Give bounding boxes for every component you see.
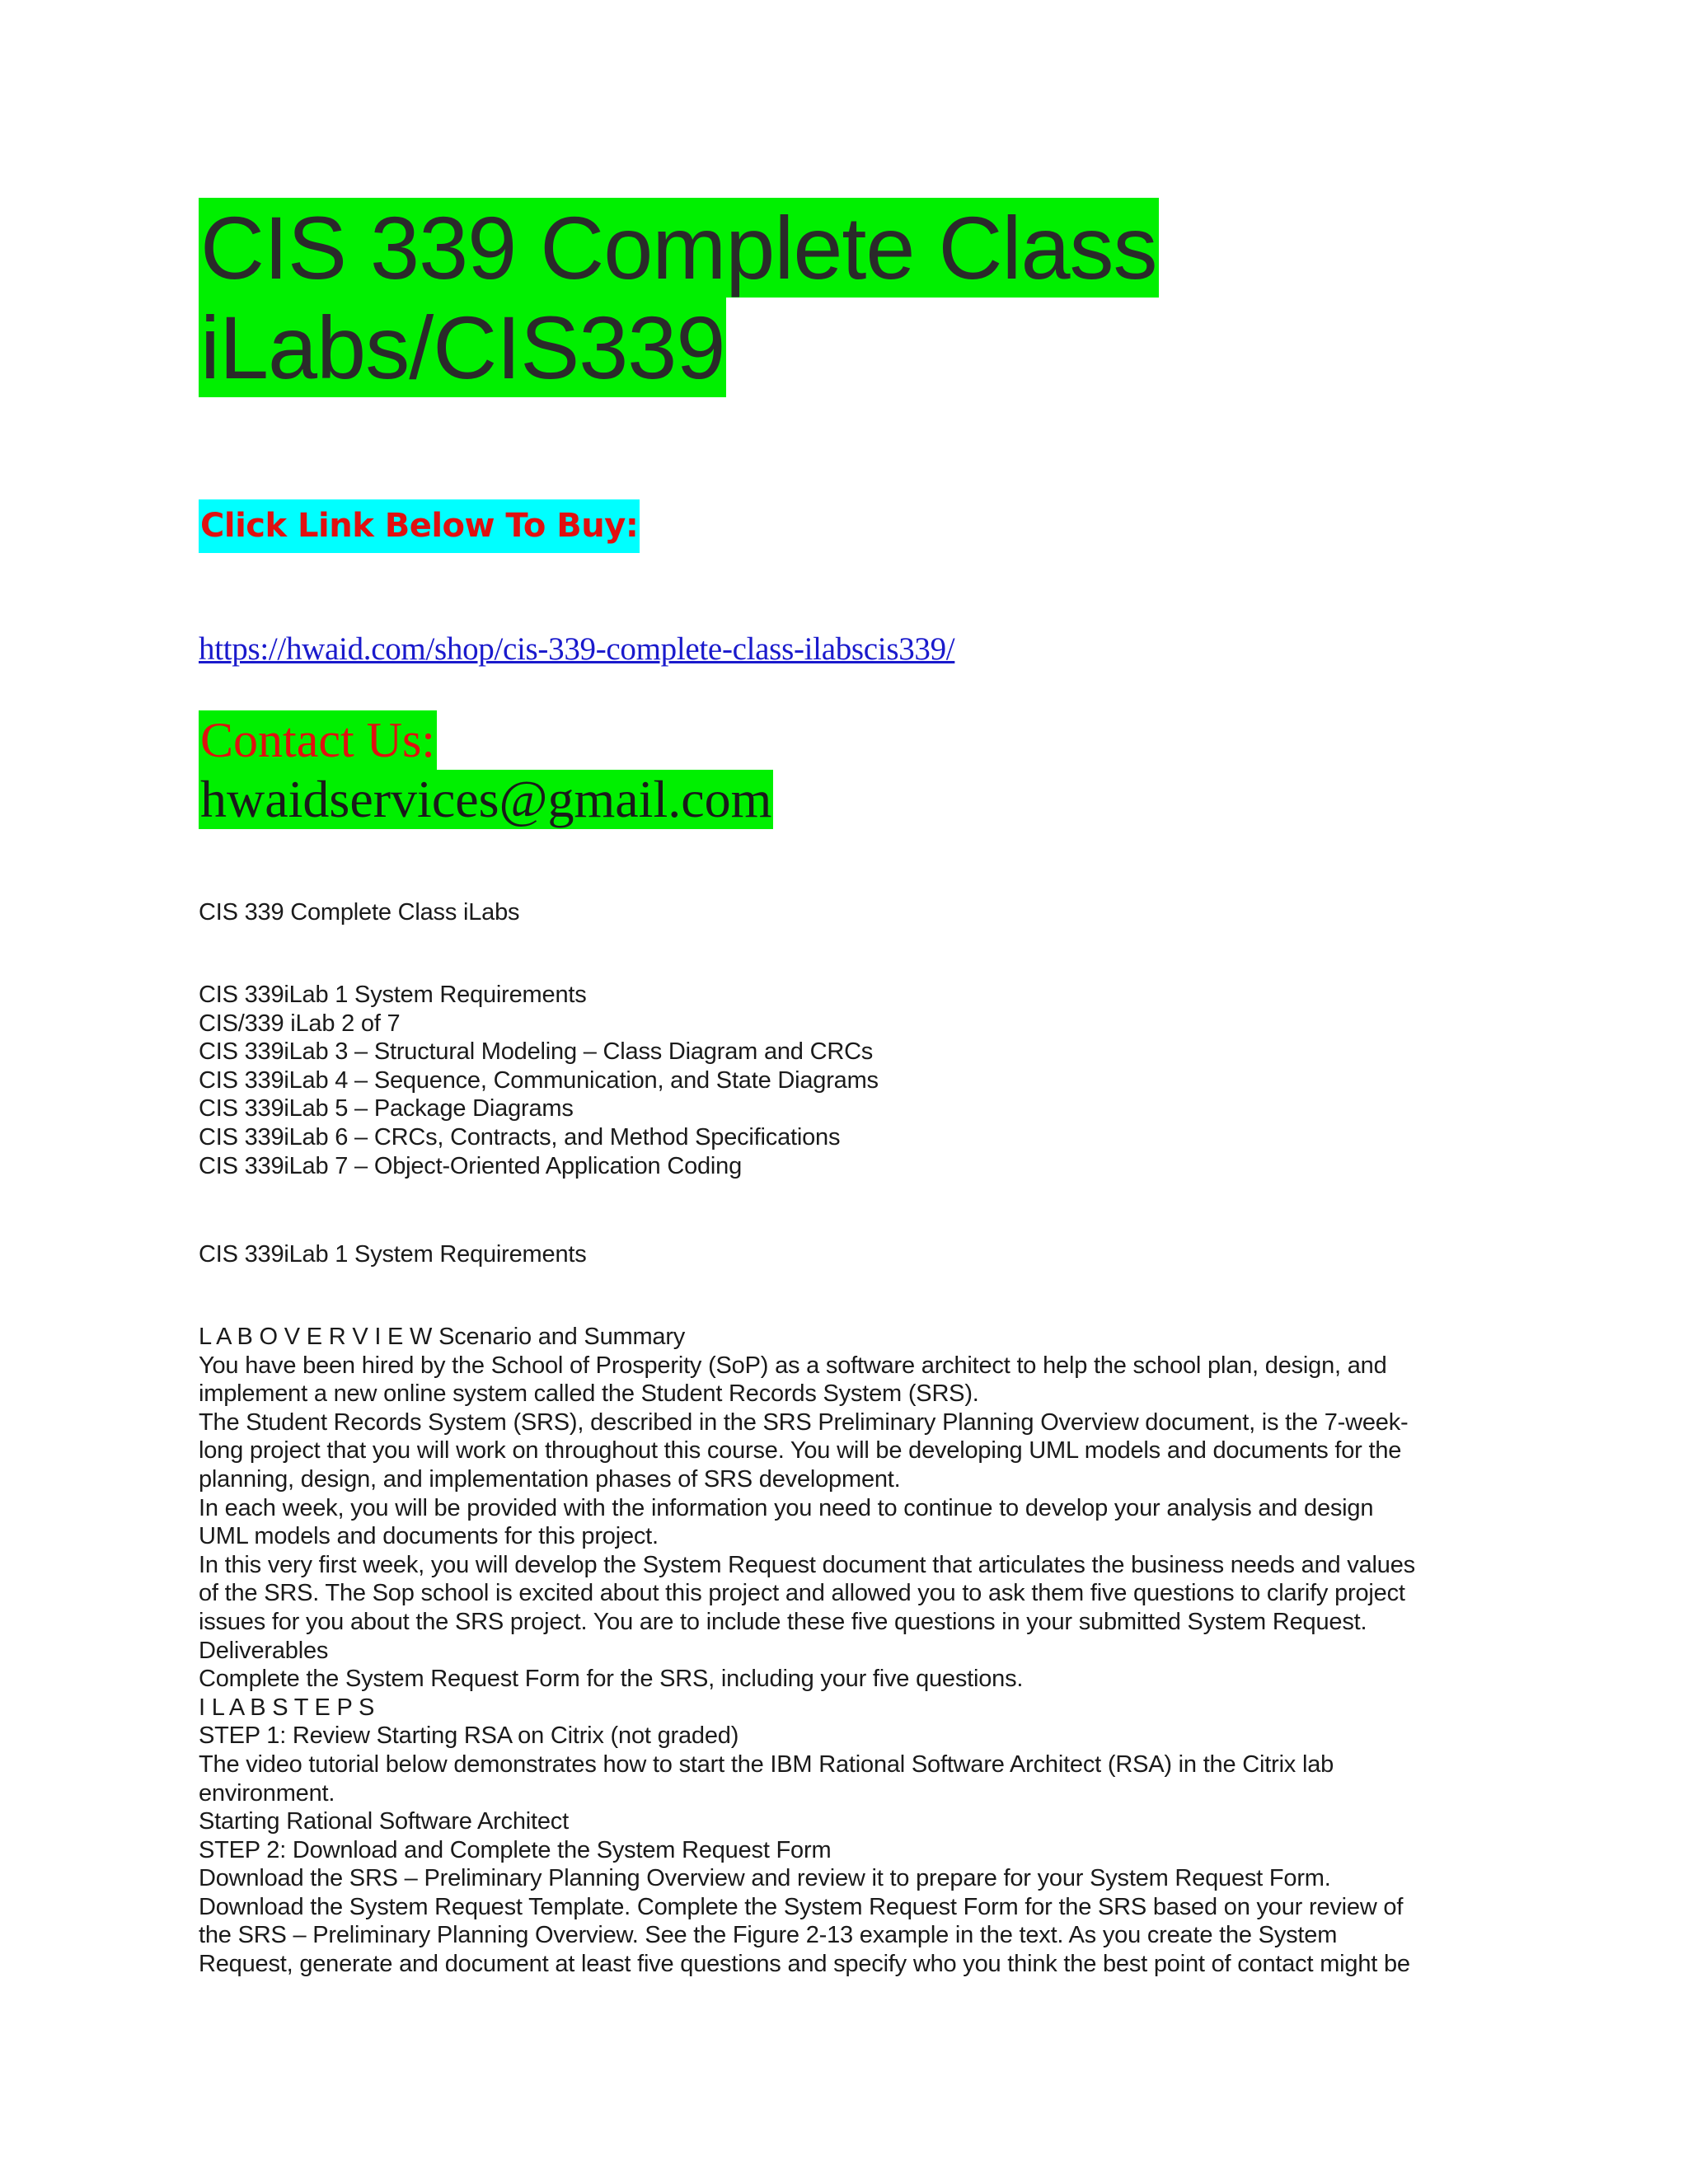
lab-overview: [199, 1323, 1501, 1979]
overview-line: planning, design, and implementation phases of SRS development.: [199, 1465, 901, 1493]
overview-line: L A B O V E R V I E W Scenario and Summary: [199, 1324, 686, 1350]
lab-list: [199, 981, 1501, 1180]
lab-list-item: CIS 339iLab 5 – Package Diagrams: [199, 1095, 574, 1122]
section-heading-text: CIS 339 Complete Class iLabs: [199, 899, 520, 926]
lab1-heading-text: CIS 339iLab 1 System Requirements: [199, 1241, 587, 1268]
section-heading: [199, 898, 1501, 927]
lab-list-item: CIS/339 iLab 2 of 7: [199, 1010, 401, 1037]
buy-link[interactable]: https://hwaid.com/shop/cis-339-complete-class-ilabscis339/: [199, 631, 955, 667]
overview-line: You have been hired by the School of Prosperity (SoP) as a software architect to help the school plan, design, and: [199, 1352, 1387, 1379]
overview-line: issues for you about the SRS project. You are to include these five questions in your submitted System Request.: [199, 1608, 1367, 1635]
overview-line: long project that you will work on throughout this course. You will be developing UML models and documents for the: [199, 1437, 1402, 1465]
overview-line: UML models and documents for this project.: [199, 1523, 659, 1550]
overview-line: In each week, you will be provided with the information you need to continue to develop your analysis and design: [199, 1494, 1374, 1521]
buy-label: Click Link Below To Buy:: [199, 499, 640, 553]
document-title: [199, 198, 1270, 397]
lab-list-item: CIS 339iLab 6 – CRCs, Contracts, and Method Specifications: [199, 1123, 841, 1151]
lab-list-item: CIS 339iLab 3 – Structural Modeling – Class Diagram and CRCs: [199, 1038, 874, 1066]
overview-line: STEP 1: Review Starting RSA on Citrix (not graded): [199, 1722, 739, 1750]
lab1-heading: [199, 1240, 1501, 1269]
overview-line: of the SRS. The Sop school is excited about this project and allowed you to ask them five questions to clarify project: [199, 1580, 1405, 1607]
overview-line: environment.: [199, 1779, 335, 1807]
overview-line: In this very first week, you will develop the System Request document that articulates the business needs and values: [199, 1551, 1415, 1578]
overview-line: implement a new online system called the Student Records System (SRS).: [199, 1380, 979, 1408]
contact-label: Contact Us:: [199, 710, 437, 770]
title-line-1: CIS 339 Complete Class: [200, 198, 1157, 298]
overview-line: The video tutorial below demonstrates how to start the IBM Rational Software Architect (RSA) in the Citrix lab: [199, 1750, 1334, 1778]
overview-line: Deliverables: [199, 1637, 329, 1664]
lab-list-item: CIS 339iLab 1 System Requirements: [199, 982, 587, 1008]
overview-line: Download the SRS – Preliminary Planning Overview and review it to prepare for your System Request Form.: [199, 1865, 1331, 1892]
title-line-2: iLabs/CIS339: [200, 298, 725, 397]
overview-line: the SRS – Preliminary Planning Overview. See the Figure 2-13 example in the text. As you create the System: [199, 1922, 1338, 1949]
overview-line: STEP 2: Download and Complete the System Request Form: [199, 1836, 832, 1863]
overview-line: Request, generate and document at least five questions and specify who you think the best point of contact might be: [199, 1951, 1410, 1978]
overview-line: The Student Records System (SRS), described in the SRS Preliminary Planning Overview document, is the 7-week-: [199, 1408, 1409, 1436]
overview-line: Starting Rational Software Architect: [199, 1808, 569, 1835]
lab-list-item: CIS 339iLab 4 – Sequence, Communication, and State Diagrams: [199, 1066, 879, 1094]
overview-line: I L A B S T E P S: [199, 1694, 375, 1721]
overview-line: Download the System Request Template. Complete the System Request Form for the SRS based on your review of: [199, 1893, 1404, 1920]
contact-email[interactable]: hwaidservices@gmail.com: [200, 770, 772, 828]
lab-list-item: CIS 339iLab 7 – Object-Oriented Application Coding: [199, 1152, 743, 1179]
overview-line: Complete the System Request Form for the SRS, including your five questions.: [199, 1666, 1024, 1693]
